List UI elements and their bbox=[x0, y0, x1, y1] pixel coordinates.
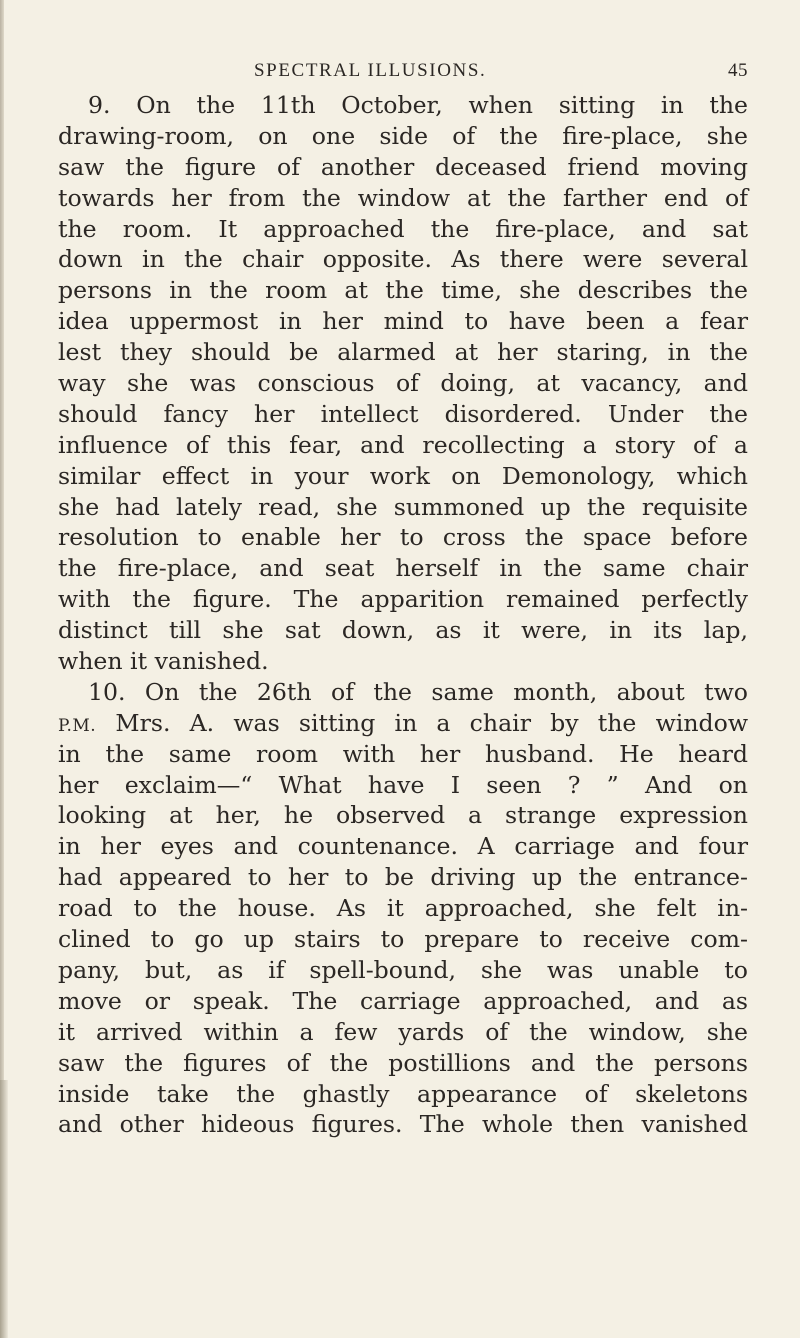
text-line: distinct till she sat down, as it were, in its lap, bbox=[58, 616, 748, 645]
text-line: road to the house. As it approached, she felt in- bbox=[58, 894, 748, 923]
text-line: towards her from the window at the farther end of bbox=[58, 183, 748, 212]
text-line: persons in the room at the time, she describes the bbox=[58, 276, 748, 305]
text-line: the room. It approached the fire-place, and sat bbox=[58, 214, 748, 243]
text-line: the fire-place, and seat herself in the same chair bbox=[58, 554, 748, 583]
text-line: should fancy her intellect disordered. Under the bbox=[58, 399, 748, 428]
page-binding-shadow bbox=[0, 1080, 8, 1338]
text-line: in her eyes and countenance. A carriage and four bbox=[58, 832, 748, 861]
text-line: looking at her, he observed a strange expression bbox=[58, 801, 748, 830]
text-line: saw the figure of another deceased friend moving bbox=[58, 152, 748, 181]
text-line: inside take the ghastly appearance of skeletons bbox=[58, 1079, 748, 1108]
text-line: 10. On the 26th of the same month, about two bbox=[88, 677, 748, 706]
text-line: resolution to enable her to cross the space before bbox=[58, 523, 748, 552]
text-line: way she was conscious of doing, at vacancy, and bbox=[58, 369, 748, 398]
text-line: influence of this fear, and recollecting a story of a bbox=[58, 430, 748, 459]
text-line: with the figure. The apparition remained perfectly bbox=[58, 585, 748, 614]
text-line: when it vanished. bbox=[58, 647, 269, 676]
text-line: saw the figures of the postillions and the persons bbox=[58, 1048, 748, 1077]
text-line: in the same room with her husband. He heard bbox=[58, 739, 748, 768]
small-caps-time: P.M. bbox=[58, 715, 97, 736]
body-text bbox=[58, 90, 748, 1140]
text-line: she had lately read, she summoned up the requisite bbox=[58, 492, 748, 521]
running-title: SPECTRAL ILLUSIONS. bbox=[254, 60, 487, 81]
text-line: move or speak. The carriage approached, and as bbox=[58, 986, 748, 1015]
text-line: 9. On the 11th October, when sitting in the bbox=[88, 91, 748, 119]
text-line: drawing-room, on one side of the fire-place, she bbox=[58, 121, 748, 150]
text-line-with-small-caps bbox=[58, 708, 748, 739]
text-line: had appeared to her to be driving up the entrance- bbox=[58, 863, 748, 892]
book-page bbox=[58, 60, 748, 1140]
text-line: down in the chair opposite. As there were several bbox=[58, 245, 748, 274]
page-number: 45 bbox=[728, 60, 748, 81]
text-line: clined to go up stairs to prepare to receive com- bbox=[58, 925, 748, 954]
text-line: lest they should be alarmed at her staring, in the bbox=[58, 338, 748, 367]
text-line: pany, but, as if spell-bound, she was unable to bbox=[58, 955, 748, 984]
text-line-remainder: Mrs. A. was sitting in a chair by the window bbox=[115, 708, 749, 737]
text-line: similar effect in your work on Demonology, which bbox=[58, 461, 748, 490]
text-line: it arrived within a few yards of the window, she bbox=[58, 1017, 748, 1046]
text-line: idea uppermost in her mind to have been a fear bbox=[58, 307, 748, 336]
text-line: her exclaim—“ What have I seen ? ” And on bbox=[58, 770, 748, 799]
text-line: and other hideous figures. The whole then vanished bbox=[58, 1110, 748, 1139]
running-head bbox=[58, 60, 748, 88]
